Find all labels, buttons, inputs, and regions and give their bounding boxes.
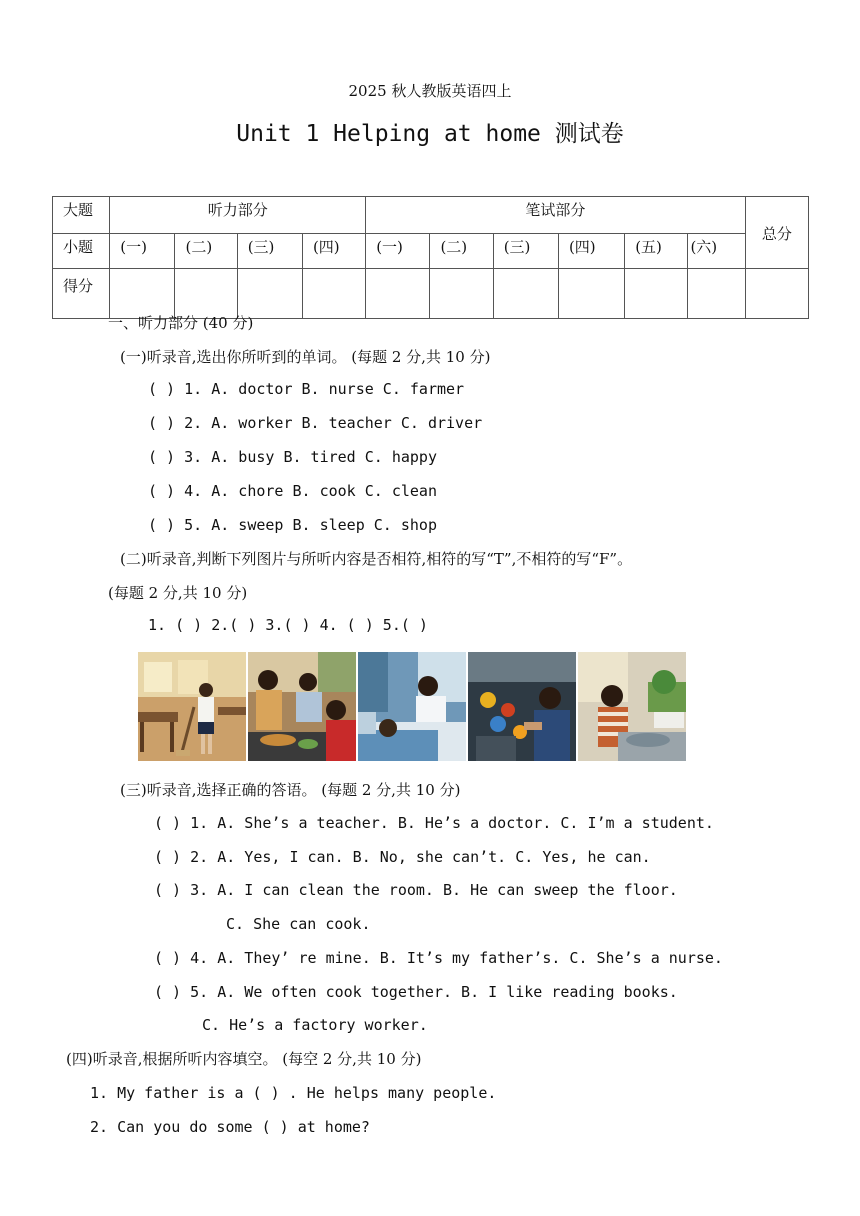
score-row-label: 小题 [53,234,110,269]
sec1-question: ( ) 3. A. busy B. tired C. happy [148,448,437,466]
exam-subtitle: 2025 秋人教版英语四上 [348,82,512,100]
sec4-heading: (四)听录音,根据所听内容填空。 (每空 2 分,共 10 分) [66,1050,422,1068]
listening-col: (二) [175,234,237,269]
score-cell[interactable] [110,269,175,319]
writing-col: (四) [558,234,624,269]
score-cell[interactable] [745,269,808,319]
exam-title: Unit 1 Helping at home 测试卷 [236,121,624,147]
score-table [52,196,809,319]
score-cell[interactable] [430,269,493,319]
listening-col: (四) [302,234,365,269]
sec2-answer-blanks: 1. ( ) 2.( ) 3.( ) 4. ( ) 5.( ) [148,616,428,634]
writing-col: (三) [493,234,558,269]
score-cell[interactable] [625,269,688,319]
sec1-question: ( ) 5. A. sweep B. sleep C. shop [148,516,437,534]
sec2-scoring: (每题 2 分,共 10 分) [108,584,248,602]
score-cell[interactable] [558,269,624,319]
writing-col: (二) [430,234,493,269]
score-cell[interactable] [688,269,745,319]
nurse-caring-patient-image [358,652,466,761]
listening-col: (三) [237,234,302,269]
sec4-question: 2. Can you do some ( ) at home? [90,1118,370,1136]
boy-washing-dishes-image [578,652,686,761]
sec2-heading: (二)听录音,判断下列图片与所听内容是否相符,相符的写“T”,不相符的写“F”。 [120,550,633,568]
sec3-question: ( ) 5. A. We often cook together. B. I like reading books. [154,983,678,1001]
sec3-question-cont: C. She can cook. [226,915,371,933]
writing-col: (五) [625,234,688,269]
score-cell[interactable] [237,269,302,319]
writing-part-header: 笔试部分 [366,197,745,234]
score-row-label: 大题 [53,197,110,234]
total-score-header: 总分 [745,197,808,269]
score-row-label: 得分 [53,269,110,319]
score-cell[interactable] [493,269,558,319]
sec1-question: ( ) 4. A. chore B. cook C. clean [148,482,437,500]
score-cell[interactable] [366,269,430,319]
sec1-question: ( ) 1. A. doctor B. nurse C. farmer [148,380,465,398]
score-cell[interactable] [175,269,237,319]
writing-col: (一) [366,234,430,269]
score-cell[interactable] [302,269,365,319]
sec3-heading: (三)听录音,选择正确的答语。 (每题 2 分,共 10 分) [120,781,461,799]
sec3-question: ( ) 2. A. Yes, I can. B. No, she can’t. C. Yes, he can. [154,848,651,866]
part1-heading: 一、听力部分 (40 分) [108,314,254,332]
sec3-question: ( ) 1. A. She’s a teacher. B. He’s a doctor. C. I’m a student. [154,814,714,832]
boy-working-factory-image [468,652,576,761]
sec3-question-cont: C. He’s a factory worker. [202,1016,428,1034]
listening-part-header: 听力部分 [110,197,366,234]
sec3-question: ( ) 4. A. They’ re mine. B. It’s my father’s. C. She’s a nurse. [154,949,723,967]
girl-sweeping-classroom-image [138,652,246,761]
listening-col: (一) [110,234,175,269]
sec1-heading: (一)听录音,选出你所听到的单词。 (每题 2 分,共 10 分) [120,348,491,366]
sec3-question: ( ) 3. A. I can clean the room. B. He can sweep the floor. [154,881,678,899]
writing-col: (六) [688,234,745,269]
picture-strip [138,652,688,761]
sec4-question: 1. My father is a ( ) . He helps many people. [90,1084,497,1102]
sec1-question: ( ) 2. A. worker B. teacher C. driver [148,414,483,432]
family-cooking-kitchen-image [248,652,356,761]
